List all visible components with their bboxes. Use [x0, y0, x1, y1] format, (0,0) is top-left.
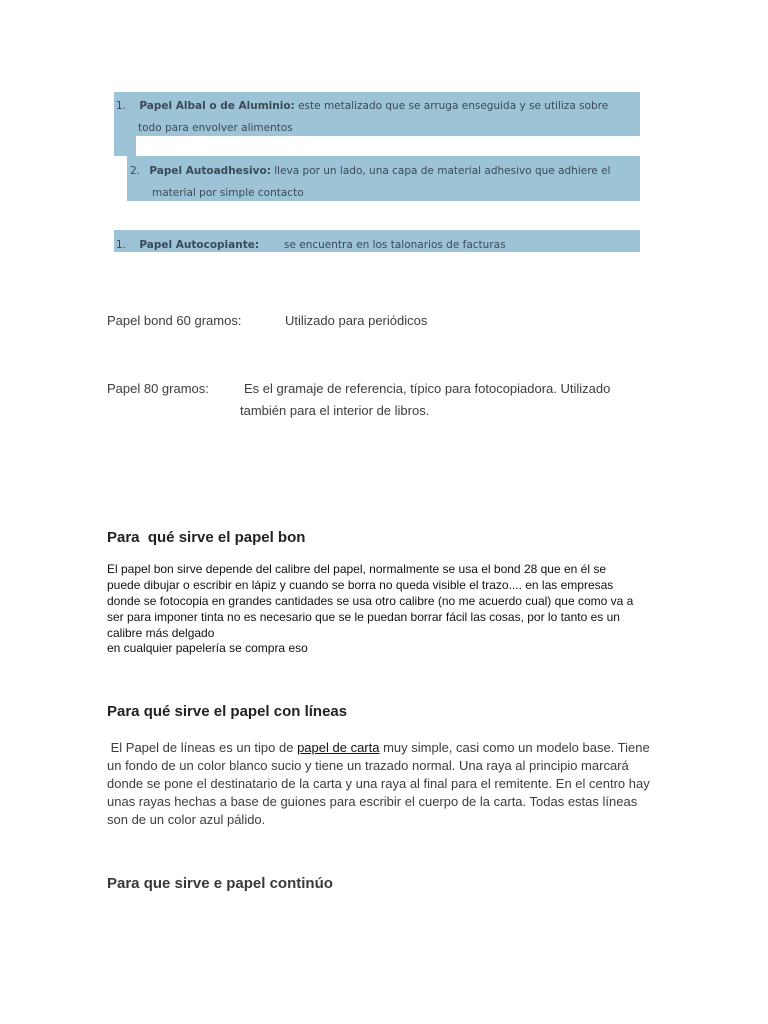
desc-autoadhesivo-1: lleva por un lado, una capa de material adhesivo que adhiere el: [274, 165, 611, 177]
section2-line: unas rayas hechas a base de guiones para escribir el cuerpo de la carta. Todas estas líneas: [107, 794, 638, 809]
list-number: 1.: [116, 100, 127, 112]
section2-line: son de un color azul pálido.: [107, 812, 266, 827]
desc-aluminio-1: este metalizado que se arruga enseguida y se utiliza sobre: [298, 100, 609, 112]
section2-line: donde se pone el destinatario de la carta y una raya al final para el remitente. En el centro hay: [107, 776, 650, 791]
section2-line-1: [107, 739, 650, 757]
list-number: 1.: [116, 239, 127, 251]
section1-line: en cualquier papelería se compra eso: [107, 641, 308, 655]
section2-text: muy simple, casi como un modelo base. Tiene: [379, 740, 650, 755]
section1-line: puede dibujar o escribir en lápiz y cuando se borra no queda visible el trazo.... en las empresas: [107, 578, 614, 592]
section-heading-papel-lineas: Para qué sirve el papel con líneas: [107, 703, 348, 720]
section1-line: ser para imponer tinta no es necesario que se le puedan borrar fácil las cosas, por lo tanto es un: [107, 610, 620, 624]
desc-aluminio-2: todo para envolver alimentos: [138, 122, 293, 134]
section2-line: un fondo de un color blanco sucio y tiene un trazado normal. Una raya al principio marcará: [107, 758, 629, 773]
term-autoadhesivo: Papel Autoadhesivo:: [149, 165, 271, 177]
section2-text: El Papel de líneas es un tipo de: [107, 740, 298, 755]
p80-label: Papel 80 gramos:: [107, 381, 209, 396]
papel-de-carta-link[interactable]: papel de carta: [297, 740, 380, 755]
list-number: 2.: [130, 165, 141, 177]
bond60-value: Utilizado para periódicos: [285, 313, 428, 328]
term-aluminio: Papel Albal o de Aluminio:: [139, 100, 295, 112]
p80-value-1: Es el gramaje de referencia, típico para fotocopiadora. Utilizado: [244, 381, 611, 396]
bond60-label: Papel bond 60 gramos:: [107, 313, 242, 328]
list-item-autoadhesivo: [130, 160, 640, 182]
desc-autocopiante: se encuentra en los talonarios de facturas: [284, 239, 506, 251]
highlight-block-1-gap: [114, 136, 136, 156]
term-autocopiante: Papel Autocopiante:: [139, 239, 260, 251]
section-heading-papel-bon: Para qué sirve el papel bon: [107, 529, 306, 546]
section1-line: calibre más delgado: [107, 626, 215, 640]
desc-autoadhesivo-2: material por simple contacto: [152, 187, 304, 199]
p80-value-2: también para el interior de libros.: [240, 403, 430, 418]
list-item-aluminio: [116, 95, 638, 117]
section1-line: El papel bon sirve depende del calibre del papel, normalmente se usa el bond 28 que en él se: [107, 562, 607, 576]
section1-line: donde se fotocopia en grandes cantidades se usa otro calibre (no me acuerdo cual) que como va a: [107, 594, 634, 608]
list-item-autocopiante: [116, 234, 259, 256]
section-heading-papel-continuo: Para que sirve e papel continúo: [107, 875, 333, 892]
